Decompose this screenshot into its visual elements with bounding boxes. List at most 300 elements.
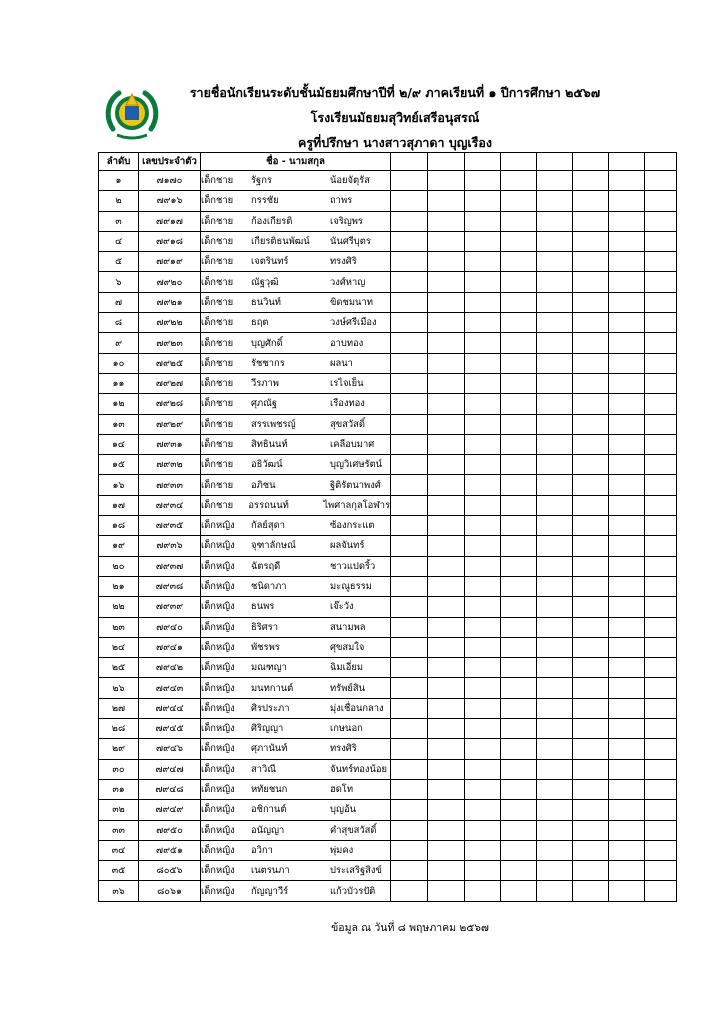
first-name: สรรเพชรญ์ — [251, 418, 296, 430]
student-id: ๗๙๓๒ — [139, 455, 201, 475]
blank-cell — [609, 455, 645, 475]
first-name: กรรชัย — [251, 195, 279, 207]
blank-cell — [609, 171, 645, 191]
blank-cell — [501, 719, 537, 739]
first-name: วีรภาพ — [251, 378, 279, 390]
blank-cell — [391, 556, 428, 576]
table-row — [99, 820, 677, 840]
student-name — [201, 516, 391, 536]
blank-cell — [537, 231, 573, 251]
student-id: ๗๙๒๕ — [139, 353, 201, 373]
student-id: ๗๙๔๗ — [139, 759, 201, 779]
blank-cell — [537, 414, 573, 434]
table-row — [99, 475, 677, 495]
student-name — [201, 373, 391, 393]
blank-cell — [645, 779, 677, 799]
blank-cell — [645, 191, 677, 211]
blank-cell — [428, 272, 465, 292]
first-name: สาวิณี — [251, 763, 276, 775]
blank-cell — [465, 292, 501, 312]
blank-cell — [501, 536, 537, 556]
name-prefix: เด็กหญิง — [201, 662, 235, 674]
table-row — [99, 739, 677, 759]
last-name: บุญวิเศษรัตน์ — [330, 459, 383, 471]
blank-cell — [609, 211, 645, 231]
table-row — [99, 576, 677, 596]
name-prefix: เด็กหญิง — [201, 763, 235, 775]
blank-cell — [428, 394, 465, 414]
blank-cell — [573, 881, 609, 901]
name-prefix: เด็กชาย — [201, 317, 234, 329]
blank-cell — [465, 861, 501, 881]
order-number: ๓๑ — [99, 779, 139, 799]
student-id: ๗๙๓๘ — [139, 576, 201, 596]
blank-cell — [465, 434, 501, 454]
last-name: แก้วบัวรปัติ — [330, 885, 376, 897]
blank-cell — [537, 394, 573, 414]
order-number: ๓๔ — [99, 840, 139, 860]
first-name: หทัยชนก — [251, 784, 288, 796]
blank-cell — [501, 353, 537, 373]
table-row — [99, 800, 677, 820]
last-name: ไพศาลกุลโอฬาร — [323, 499, 390, 511]
order-number: ๑๖ — [99, 475, 139, 495]
last-name: เคลือบมาศ — [330, 439, 375, 450]
blank-cell — [537, 800, 573, 820]
student-id: ๗๙๒๘ — [139, 394, 201, 414]
order-number: ๔ — [99, 231, 139, 251]
first-name: ศิรประภา — [251, 702, 290, 714]
last-name: น้อยจัตุรัส — [330, 175, 370, 187]
blank-cell — [645, 637, 677, 657]
blank-cell — [609, 434, 645, 454]
student-name — [201, 719, 391, 739]
student-id: ๘๐๖๑ — [139, 881, 201, 901]
blank-cell — [428, 495, 465, 515]
table-body — [99, 171, 677, 902]
blank-cell — [391, 455, 428, 475]
blank-cell — [537, 617, 573, 637]
blank-cell — [501, 495, 537, 515]
blank-cell — [501, 394, 537, 414]
first-name: รัชชากร — [251, 357, 285, 369]
blank-cell — [573, 698, 609, 718]
student-name — [201, 739, 391, 759]
first-name: ณัฐวุฒิ — [251, 276, 279, 288]
header-student-id: เลขประจำตัว — [139, 153, 201, 171]
student-name — [201, 678, 391, 698]
blank-cell — [573, 414, 609, 434]
name-prefix: เด็กชาย — [201, 296, 234, 308]
blank-cell — [645, 211, 677, 231]
blank-cell — [465, 637, 501, 657]
blank-cell — [537, 719, 573, 739]
blank-cell — [428, 231, 465, 251]
blank-column-header — [391, 153, 428, 171]
blank-cell — [428, 820, 465, 840]
blank-cell — [465, 333, 501, 353]
blank-cell — [537, 861, 573, 881]
student-id: ๗๙๓๗ — [139, 556, 201, 576]
first-name: ฉัตรฤดี — [251, 560, 281, 572]
blank-cell — [537, 455, 573, 475]
blank-cell — [391, 739, 428, 759]
blank-cell — [645, 556, 677, 576]
last-name: สนามพล — [330, 621, 366, 633]
blank-cell — [501, 861, 537, 881]
blank-cell — [609, 353, 645, 373]
last-name: ชาวแปดริ้ว — [330, 560, 376, 572]
last-name: เรืองทอง — [330, 398, 365, 410]
blank-cell — [465, 881, 501, 901]
blank-cell — [573, 617, 609, 637]
table-header-row — [99, 153, 677, 171]
blank-cell — [465, 171, 501, 191]
blank-cell — [609, 414, 645, 434]
blank-cell — [645, 333, 677, 353]
last-name: ทรงศิริ — [330, 256, 357, 268]
first-name: เจตรินทร์ — [251, 256, 289, 268]
blank-cell — [465, 658, 501, 678]
blank-cell — [428, 556, 465, 576]
first-name: จุฑาลักษณ์ — [251, 540, 296, 552]
blank-cell — [573, 719, 609, 739]
student-id: ๗๑๗๐ — [139, 171, 201, 191]
first-name: อภิชน — [251, 479, 276, 491]
first-name: เนตรนภา — [251, 865, 290, 877]
blank-cell — [537, 495, 573, 515]
table-row — [99, 272, 677, 292]
blank-cell — [645, 272, 677, 292]
blank-cell — [501, 272, 537, 292]
table-row — [99, 252, 677, 272]
order-number: ๒๓ — [99, 617, 139, 637]
blank-cell — [501, 840, 537, 860]
blank-cell — [501, 800, 537, 820]
blank-cell — [537, 313, 573, 333]
blank-cell — [645, 759, 677, 779]
name-prefix: เด็กชาย — [201, 357, 234, 369]
name-prefix: เด็กหญิง — [201, 540, 235, 552]
student-id: ๗๙๒๒ — [139, 313, 201, 333]
blank-cell — [537, 637, 573, 657]
blank-cell — [501, 779, 537, 799]
first-name: อนัญญา — [251, 824, 285, 836]
blank-cell — [501, 475, 537, 495]
student-name — [201, 820, 391, 840]
last-name: สุขสวัสดิ์ — [330, 418, 365, 430]
table-row — [99, 353, 677, 373]
table-row — [99, 191, 677, 211]
student-id: ๗๙๒๙ — [139, 414, 201, 434]
blank-cell — [645, 719, 677, 739]
blank-cell — [391, 414, 428, 434]
blank-cell — [573, 455, 609, 475]
blank-cell — [465, 394, 501, 414]
blank-cell — [573, 597, 609, 617]
student-name — [201, 475, 391, 495]
blank-cell — [609, 516, 645, 536]
student-id: ๗๙๒๓ — [139, 333, 201, 353]
blank-cell — [609, 840, 645, 860]
blank-cell — [573, 779, 609, 799]
first-name: ธิริศรา — [251, 621, 279, 633]
order-number: ๘ — [99, 313, 139, 333]
blank-cell — [501, 658, 537, 678]
blank-cell — [537, 881, 573, 901]
blank-cell — [391, 434, 428, 454]
blank-cell — [465, 800, 501, 820]
name-prefix: เด็กชาย — [201, 195, 234, 207]
student-id: ๗๙๔๙ — [139, 800, 201, 820]
blank-cell — [465, 272, 501, 292]
order-number: ๒๗ — [99, 698, 139, 718]
student-name — [201, 211, 391, 231]
name-prefix: เด็กหญิง — [201, 520, 235, 532]
blank-cell — [428, 475, 465, 495]
blank-cell — [537, 171, 573, 191]
blank-cell — [537, 333, 573, 353]
blank-cell — [391, 861, 428, 881]
order-number: ๒๕ — [99, 658, 139, 678]
blank-cell — [609, 861, 645, 881]
student-id: ๗๙๔๐ — [139, 617, 201, 637]
blank-cell — [501, 292, 537, 312]
order-number: ๒๘ — [99, 719, 139, 739]
blank-cell — [465, 597, 501, 617]
first-name: พัชรพร — [251, 641, 280, 653]
student-name — [201, 414, 391, 434]
blank-cell — [391, 597, 428, 617]
table-row — [99, 861, 677, 881]
last-name: จันทร์ทองน้อย — [330, 763, 388, 775]
blank-column-header — [537, 153, 573, 171]
order-number: ๑๗ — [99, 495, 139, 515]
blank-cell — [609, 617, 645, 637]
blank-cell — [391, 475, 428, 495]
name-prefix: เด็กหญิง — [201, 844, 235, 856]
table-row — [99, 556, 677, 576]
blank-cell — [501, 231, 537, 251]
blank-cell — [501, 881, 537, 901]
blank-cell — [573, 556, 609, 576]
blank-cell — [391, 394, 428, 414]
first-name: อรรถนนท์ — [248, 499, 289, 511]
table-row — [99, 698, 677, 718]
blank-cell — [428, 800, 465, 820]
blank-cell — [428, 739, 465, 759]
blank-cell — [537, 434, 573, 454]
last-name: ฉิมเอี่ยม — [330, 662, 364, 674]
blank-cell — [465, 495, 501, 515]
blank-cell — [609, 231, 645, 251]
blank-cell — [609, 881, 645, 901]
table-row — [99, 719, 677, 739]
blank-cell — [428, 576, 465, 596]
student-name — [201, 840, 391, 860]
student-id: ๗๙๑๖ — [139, 191, 201, 211]
blank-cell — [609, 739, 645, 759]
data-date-footer: ข้อมูล ณ วันที่ ๘ พฤษภาคม ๒๕๖๗ — [331, 922, 489, 934]
blank-cell — [573, 475, 609, 495]
blank-cell — [645, 252, 677, 272]
blank-cell — [609, 272, 645, 292]
first-name: มนทกานต์ — [251, 682, 294, 694]
table-row — [99, 617, 677, 637]
student-name — [201, 434, 391, 454]
blank-cell — [465, 779, 501, 799]
blank-cell — [465, 719, 501, 739]
first-name: บุญศักดิ์ — [251, 337, 283, 349]
order-number: ๕ — [99, 252, 139, 272]
blank-cell — [428, 434, 465, 454]
table-row — [99, 637, 677, 657]
student-name — [201, 313, 391, 333]
blank-cell — [645, 617, 677, 637]
first-name: กัญญาวีร์ — [251, 885, 289, 897]
first-name: ธฤต — [251, 317, 269, 329]
blank-cell — [465, 617, 501, 637]
student-id: ๗๙๓๕ — [139, 516, 201, 536]
blank-cell — [465, 739, 501, 759]
blank-cell — [501, 252, 537, 272]
name-prefix: เด็กชาย — [201, 499, 234, 511]
order-number: ๖ — [99, 272, 139, 292]
name-prefix: เด็กหญิง — [201, 743, 235, 755]
blank-cell — [465, 536, 501, 556]
table-row — [99, 759, 677, 779]
student-id: ๗๙๕๐ — [139, 820, 201, 840]
blank-cell — [391, 820, 428, 840]
student-name — [201, 576, 391, 596]
name-prefix: เด็กหญิง — [201, 601, 235, 613]
student-name — [201, 779, 391, 799]
order-number: ๑ — [99, 171, 139, 191]
student-name — [201, 495, 391, 515]
blank-cell — [428, 698, 465, 718]
blank-cell — [428, 719, 465, 739]
blank-cell — [391, 719, 428, 739]
student-id: ๗๙๓๙ — [139, 597, 201, 617]
table-row — [99, 455, 677, 475]
blank-cell — [428, 617, 465, 637]
blank-cell — [609, 191, 645, 211]
student-name — [201, 191, 391, 211]
blank-cell — [428, 678, 465, 698]
blank-cell — [537, 820, 573, 840]
first-name: อชิกานต์ — [251, 804, 287, 816]
blank-cell — [428, 516, 465, 536]
blank-cell — [501, 820, 537, 840]
name-prefix: เด็กหญิง — [201, 641, 235, 653]
last-name: นันศรีบุตร — [330, 236, 371, 248]
table-row — [99, 536, 677, 556]
blank-cell — [645, 658, 677, 678]
last-name: ซ้องกระแต — [330, 520, 375, 532]
blank-cell — [645, 678, 677, 698]
last-name: ฮดโท — [330, 784, 354, 796]
blank-cell — [609, 373, 645, 393]
order-number: ๒๐ — [99, 556, 139, 576]
blank-cell — [391, 536, 428, 556]
blank-cell — [609, 394, 645, 414]
blank-cell — [428, 881, 465, 901]
blank-cell — [465, 840, 501, 860]
last-name: ผลจันทร์ — [330, 540, 365, 552]
blank-cell — [428, 211, 465, 231]
blank-cell — [428, 455, 465, 475]
student-id: ๗๙๑๘ — [139, 231, 201, 251]
order-number: ๓๐ — [99, 759, 139, 779]
order-number: ๑๔ — [99, 434, 139, 454]
name-prefix: เด็กหญิง — [201, 682, 235, 694]
blank-cell — [537, 191, 573, 211]
blank-cell — [501, 576, 537, 596]
blank-cell — [465, 678, 501, 698]
first-name: ก้องเกียรติ — [251, 215, 293, 227]
last-name: ทรงศิริ — [330, 743, 357, 755]
blank-cell — [465, 313, 501, 333]
blank-cell — [609, 719, 645, 739]
blank-cell — [645, 861, 677, 881]
blank-column-header — [609, 153, 645, 171]
blank-cell — [428, 637, 465, 657]
name-prefix: เด็กชาย — [201, 215, 234, 227]
blank-cell — [391, 637, 428, 657]
blank-cell — [391, 617, 428, 637]
first-name: มณฑญา — [251, 662, 287, 674]
blank-cell — [501, 414, 537, 434]
name-prefix: เด็กหญิง — [201, 581, 235, 593]
blank-cell — [391, 211, 428, 231]
last-name: เจริญพร — [330, 215, 363, 227]
name-prefix: เด็กหญิง — [201, 865, 235, 877]
blank-cell — [391, 373, 428, 393]
blank-cell — [501, 171, 537, 191]
student-name — [201, 800, 391, 820]
table-row — [99, 394, 677, 414]
blank-cell — [501, 637, 537, 657]
name-prefix: เด็กชาย — [201, 439, 234, 450]
blank-cell — [609, 678, 645, 698]
order-number: ๒๑ — [99, 576, 139, 596]
student-name — [201, 272, 391, 292]
blank-cell — [501, 191, 537, 211]
last-name: ทรัพย์สิน — [330, 682, 366, 694]
blank-cell — [645, 475, 677, 495]
order-number: ๑๘ — [99, 516, 139, 536]
blank-cell — [501, 617, 537, 637]
advisor-line: ครูที่ปรึกษา นางสาวสุภาดา บุญเรือง — [297, 135, 493, 150]
blank-cell — [465, 556, 501, 576]
order-number: ๑๕ — [99, 455, 139, 475]
blank-cell — [501, 373, 537, 393]
blank-cell — [428, 333, 465, 353]
last-name: วงศ์หาญ — [330, 276, 366, 288]
table-row — [99, 313, 677, 333]
blank-cell — [537, 576, 573, 596]
blank-cell — [428, 658, 465, 678]
order-number: ๗ — [99, 292, 139, 312]
student-name — [201, 231, 391, 251]
blank-cell — [645, 414, 677, 434]
blank-cell — [465, 576, 501, 596]
blank-cell — [465, 698, 501, 718]
blank-column-header — [573, 153, 609, 171]
table-row — [99, 292, 677, 312]
last-name: ถาพร — [330, 195, 353, 207]
student-id: ๗๙๓๑ — [139, 434, 201, 454]
